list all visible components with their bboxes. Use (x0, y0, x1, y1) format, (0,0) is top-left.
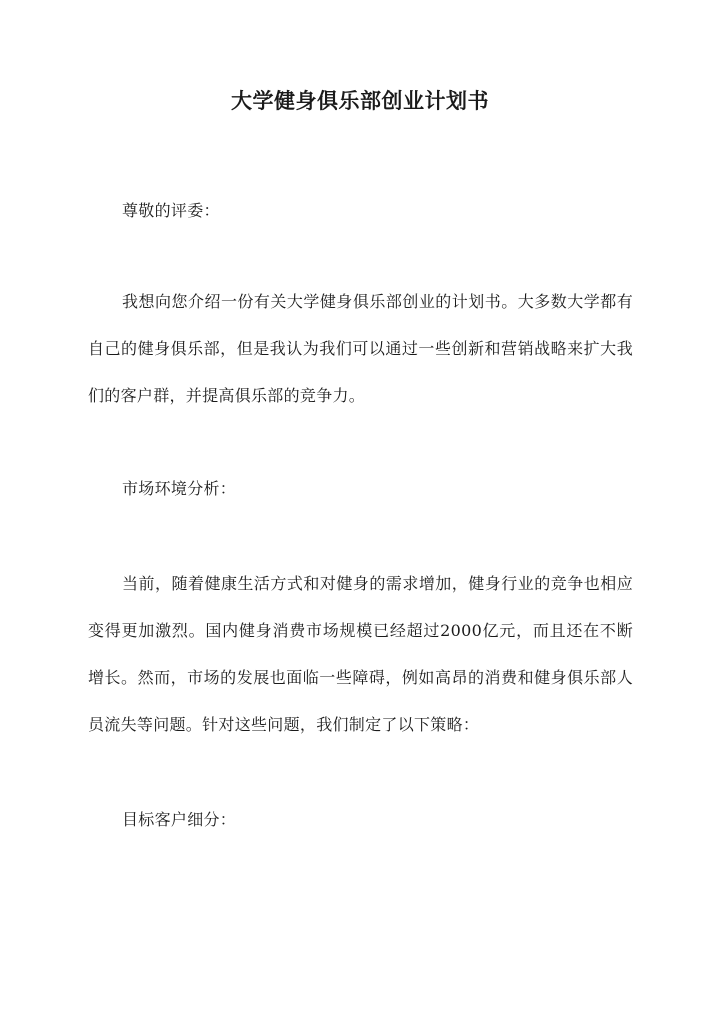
market-analysis-heading: 市场环境分析： (122, 479, 237, 498)
document-title: 大学健身俱乐部创业计划书 (231, 88, 489, 113)
salutation-paragraph: 尊敬的评委： (122, 201, 220, 220)
intro-paragraph: 我想向您介绍一份有关大学健身俱乐部创业的计划书。大多数大学都有自己的健身俱乐部，但是我认为我们可以通过一些创新和营销战略来扩大我们的客户群，并提高俱乐部的竞争力。 (88, 292, 633, 405)
target-customer-heading: 目标客户细分： (122, 810, 237, 829)
market-analysis-paragraph: 当前，随着健康生活方式和对健身的需求增加，健身行业的竞争也相应变得更加激烈。国内健身消费市场规模已经超过2000亿元，而且还在不断增长。然而，市场的发展也面临一些障碍，例如高昂的消费和健身俱乐部人员流失等问题。针对这些问题，我们制定了以下策略： (88, 574, 633, 734)
